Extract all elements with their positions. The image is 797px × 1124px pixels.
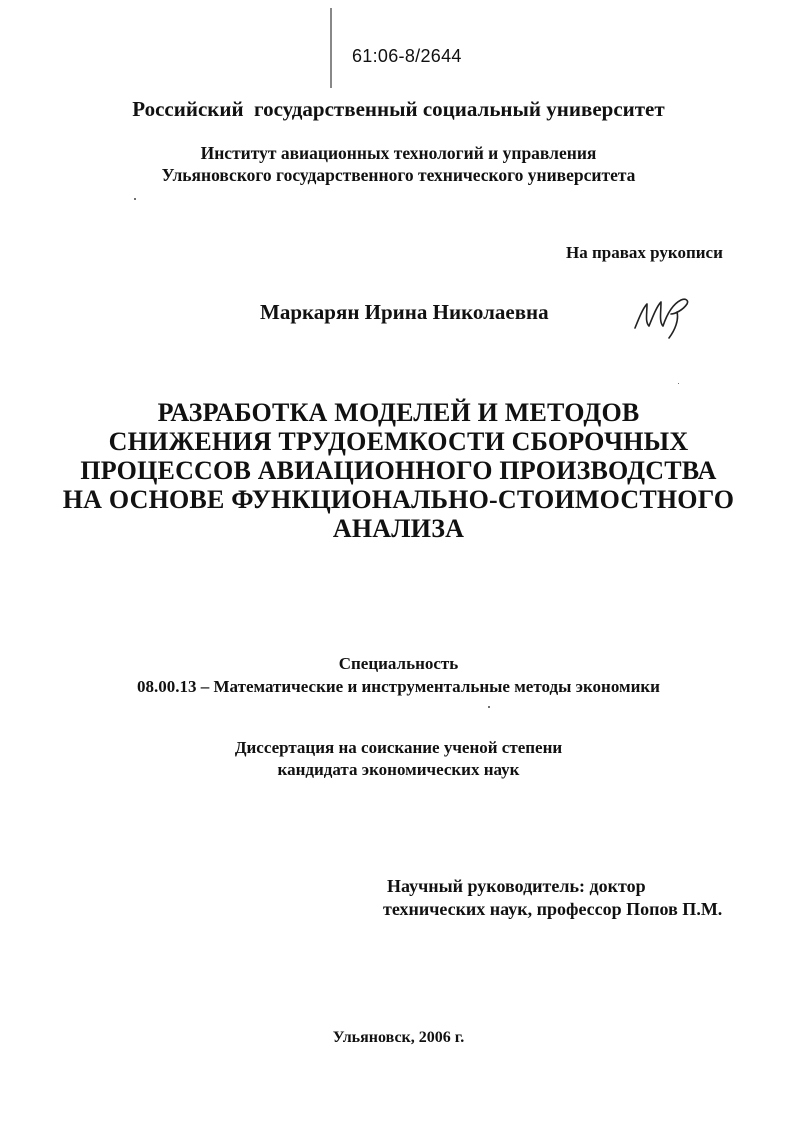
- title-line: РАЗРАБОТКА МОДЕЛЕЙ И МЕТОДОВ: [157, 398, 640, 427]
- manuscript-rights: На правах рукописи: [566, 243, 723, 262]
- specialty-label: Специальность: [338, 654, 459, 673]
- catalog-number: 61:06-8/2644: [352, 46, 462, 66]
- institute-block: [0, 142, 797, 186]
- institute-line-1: Институт авиационных технологий и управления: [200, 143, 597, 163]
- specialty-code: 08.00.13 – Математические и инструментальные методы экономики: [137, 677, 660, 696]
- title-line: АНАЛИЗА: [332, 514, 465, 543]
- title-line: СНИЖЕНИЯ ТРУДОЕМКОСТИ СБОРОЧНЫХ: [108, 427, 689, 456]
- supervisor-line-2: технических наук, профессор Попов П.М.: [383, 899, 723, 919]
- title-line: НА ОСНОВЕ ФУНКЦИОНАЛЬНО-СТОИМОСТНОГО: [62, 485, 735, 514]
- signature-icon: [625, 290, 705, 345]
- scan-speck: [134, 198, 136, 200]
- supervisor-line-1: Научный руководитель: доктор: [387, 876, 646, 896]
- title-line: ПРОЦЕССОВ АВИАЦИОННОГО ПРОИЗВОДСТВА: [80, 456, 717, 485]
- degree-block: [0, 737, 797, 781]
- author-name: Маркарян Ирина Николаевна: [260, 300, 549, 324]
- city-year: Ульяновск, 2006 г.: [332, 1029, 465, 1046]
- scan-speck: [678, 383, 679, 384]
- dissertation-title: [0, 398, 797, 543]
- degree-line-1: Диссертация на соискание ученой степени: [234, 738, 563, 757]
- scan-speck: [488, 706, 490, 708]
- institute-line-2: Ульяновского государственного технического университета: [161, 165, 636, 185]
- scan-edge-line: [330, 8, 332, 88]
- degree-line-2: кандидата экономических наук: [277, 760, 520, 779]
- university-name: Российский государственный социальный университет: [132, 97, 665, 121]
